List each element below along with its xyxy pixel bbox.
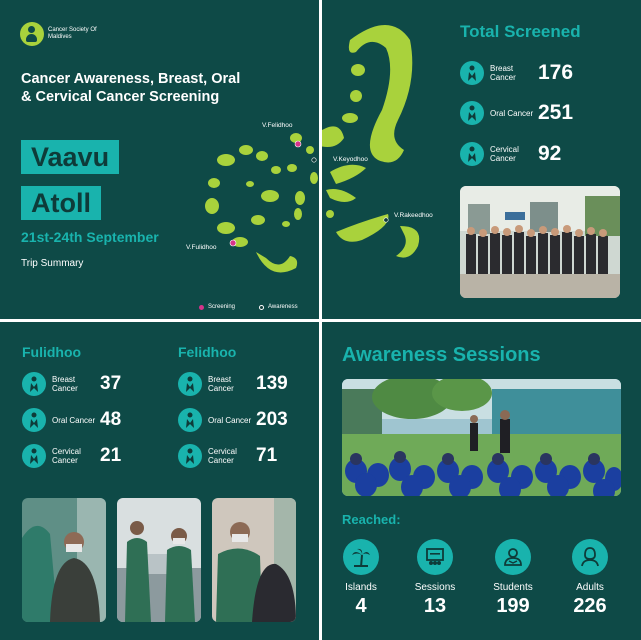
felidhoo-row-oral	[178, 408, 288, 432]
ribbon-icon	[178, 408, 202, 432]
stat-row-oral	[460, 101, 573, 125]
fulidhoo-row-oral	[22, 408, 121, 432]
reach-value: 13	[423, 595, 447, 617]
trip-dates: 21st-24th September	[21, 229, 159, 245]
group-photo	[460, 186, 620, 298]
awareness-title: Awareness Sessions	[342, 344, 541, 366]
legend-screening	[199, 304, 235, 310]
screening-photo-3	[212, 498, 296, 622]
screening-photo-2	[117, 498, 201, 622]
atoll-name-line2: Atoll	[21, 186, 101, 220]
legend-awareness-label: Awareness	[268, 304, 298, 310]
map-label-felidhoo: V.Felidhoo	[262, 122, 293, 129]
map-label-keyodhoo: V.Keyodhoo	[333, 156, 368, 163]
total-screened-title: Total Screened	[460, 22, 581, 41]
map-label-fulidhoo: V.Fulidhoo	[186, 244, 217, 251]
reach-value: 226	[573, 595, 607, 617]
ribbon-person-icon	[20, 22, 44, 46]
student-icon	[495, 539, 531, 575]
stat-label: Oral Cancer	[208, 415, 252, 425]
adult-icon	[572, 539, 608, 575]
stat-row-cervical	[460, 142, 561, 166]
awareness-session-photo	[342, 379, 621, 496]
screening-dot-icon	[199, 305, 204, 310]
reach-adults	[558, 539, 622, 618]
stat-label: Oral Cancer	[52, 415, 96, 425]
reach-label: Islands	[345, 582, 377, 593]
legend-screening-label: Screening	[208, 304, 236, 310]
reach-value: 4	[355, 595, 367, 617]
screening-photo-1	[22, 498, 106, 622]
stat-row-breast	[460, 61, 573, 85]
felidhoo-row-breast	[178, 372, 288, 396]
fulidhoo-row-breast	[22, 372, 121, 396]
ribbon-icon	[460, 142, 484, 166]
stat-label: Cervical Cancer	[490, 145, 519, 163]
stat-label: Cervical Cancer	[208, 447, 237, 465]
island-breakdown-panel	[0, 322, 319, 640]
presentation-icon	[417, 539, 453, 575]
ribbon-icon	[178, 444, 202, 468]
reach-label: Adults	[576, 582, 604, 593]
page-title: Cancer Awareness, Breast, Oral & Cervical Cancer Screening	[21, 71, 241, 105]
trip-summary-panel	[0, 0, 319, 319]
trip-summary-label: Trip Summary	[21, 258, 84, 269]
stat-label: Oral Cancer	[490, 108, 534, 118]
atoll-name-line1: Vaavu	[21, 140, 119, 174]
total-screened-panel	[322, 0, 641, 319]
stat-value: 37	[100, 373, 122, 394]
stat-value: 203	[256, 409, 288, 430]
stat-label: Breast Cancer	[52, 375, 78, 393]
reach-sessions	[403, 539, 467, 618]
reached-label: Reached:	[342, 512, 401, 527]
reach-students	[481, 539, 545, 618]
stat-label: Breast Cancer	[208, 375, 234, 393]
ribbon-icon	[460, 61, 484, 85]
stat-value: 21	[100, 445, 122, 466]
stat-label: Breast Cancer	[490, 64, 516, 82]
fulidhoo-row-cervical	[22, 444, 121, 468]
ribbon-icon	[460, 101, 484, 125]
ribbon-icon	[178, 372, 202, 396]
reach-label: Students	[493, 582, 533, 593]
stat-value: 48	[100, 409, 122, 430]
fulidhoo-title: Fulidhoo	[22, 344, 82, 360]
ribbon-icon	[22, 444, 46, 468]
stat-value: 251	[538, 101, 574, 124]
stat-label: Cervical Cancer	[52, 447, 81, 465]
ribbon-icon	[22, 408, 46, 432]
stat-value: 176	[538, 61, 574, 84]
ribbon-icon	[22, 372, 46, 396]
map-label-rakeedhoo: V.Rakeedhoo	[394, 212, 433, 219]
palm-tree-icon	[343, 539, 379, 575]
reach-label: Sessions	[414, 582, 456, 593]
stat-value: 139	[256, 373, 288, 394]
awareness-sessions-panel	[322, 322, 641, 640]
logo-text: Cancer Society Of Maldives	[48, 27, 97, 40]
reach-islands	[329, 539, 393, 618]
felidhoo-row-cervical	[178, 444, 277, 468]
stat-value: 71	[256, 445, 278, 466]
stat-value: 92	[538, 142, 562, 165]
legend-awareness	[259, 304, 298, 310]
felidhoo-title: Felidhoo	[178, 344, 237, 360]
cancer-society-logo	[20, 22, 102, 46]
reach-value: 199	[496, 595, 530, 617]
awareness-dot-icon	[259, 305, 264, 310]
